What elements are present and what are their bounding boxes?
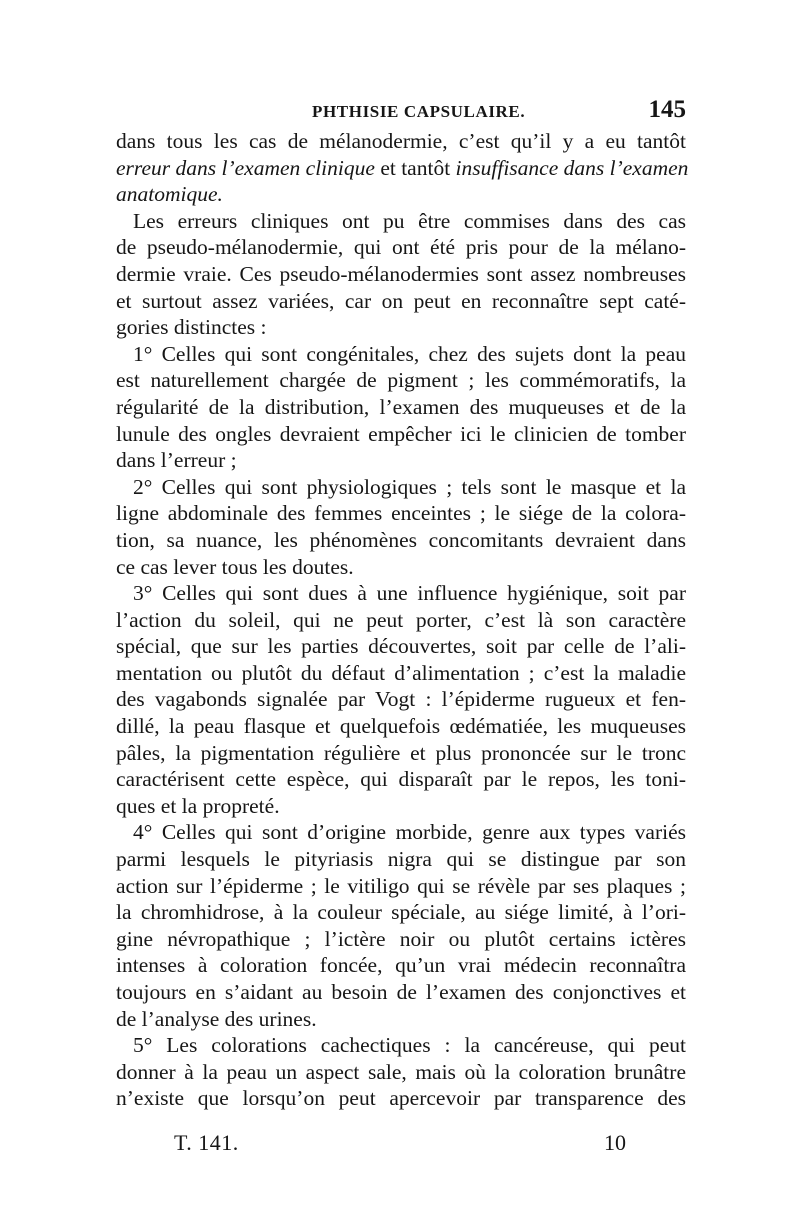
- paragraph-first-line: 2° Celles qui sont physiologiques ; tels sont le masque et la: [133, 474, 686, 499]
- text-line: gories distinctes :: [116, 315, 267, 340]
- paragraph-first-line: 1° Celles qui sont congénitales, chez des sujets dont la peau: [133, 341, 686, 366]
- text-line: de l’analyse des urines.: [116, 1006, 317, 1031]
- text-line: pâles, la pigmentation régulière et plus prononcée sur le tronc: [116, 740, 686, 765]
- text-line: [116, 155, 689, 182]
- text-line: donner à la peau un aspect sale, mais où la coloration brunâtre: [116, 1059, 686, 1084]
- text-line: caractérisent cette espèce, qui disparaît par le repos, les toni-: [116, 767, 686, 792]
- text-line: ce cas lever tous les doutes.: [116, 554, 354, 579]
- paragraph-first-line: 5° Les colorations cachectiques : la cancéreuse, qui peut: [133, 1033, 686, 1058]
- italic-phrase: insuffisance dans l’examen: [455, 155, 689, 180]
- text-line: action sur l’épiderme ; le vitiligo qui se révèle par ses plaques ;: [116, 873, 686, 898]
- text-span: et tantôt: [374, 155, 456, 180]
- text-line: parmi lesquels le pityriasis nigra qui se distingue par son: [116, 847, 686, 872]
- text-line: ques et la propreté.: [116, 793, 280, 818]
- text-line: dillé, la peau flasque et quelquefois œdématiée, les muqueuses: [116, 714, 686, 739]
- text-line: anatomique.: [116, 182, 223, 207]
- italic-phrase: erreur dans l’examen clinique: [116, 155, 375, 180]
- text-line: dans tous les cas de mélanodermie, c’est qu’il y a eu tantôt: [116, 129, 686, 153]
- paragraph-first-line: 3° Celles qui sont dues à une influence hygiénique, soit par: [133, 581, 686, 606]
- text-line: lunule des ongles devraient empêcher ici le clinicien de tomber: [116, 421, 686, 446]
- running-title: PHTHISIE CAPSULAIRE.: [312, 102, 526, 121]
- text-line: intenses à coloration foncée, qu’un vrai médecin reconnaîtra: [116, 953, 686, 978]
- text-line: toujours en s’aidant au besoin de l’examen des conjonctives et: [116, 980, 686, 1004]
- paragraph-first-line: Les erreurs cliniques ont pu être commises dans des cas: [133, 208, 686, 233]
- paragraph-first-line: 4° Celles qui sont d’origine morbide, genre aux types variés: [133, 820, 686, 845]
- text-line: l’action du soleil, qui ne peut porter, c’est là son caractère: [116, 607, 686, 632]
- text-line: mentation ou plutôt du défaut d’alimentation ; c’est la maladie: [116, 660, 686, 685]
- running-head: [116, 96, 686, 126]
- text-line: de pseudo-mélanodermie, qui ont été pris pour de la mélano-: [116, 235, 686, 260]
- page-footer: [116, 1130, 686, 1160]
- text-line: dermie vraie. Ces pseudo-mélanodermies sont assez nombreuses: [116, 261, 686, 286]
- text-line: est naturellement chargée de pigment ; les commémoratifs, la: [116, 368, 686, 393]
- text-line: la chromhidrose, à la couleur spéciale, au siége limité, à l’ori-: [116, 900, 686, 925]
- text-line: des vagabonds signalée par Vogt : l’épiderme rugueux et fen-: [116, 687, 686, 712]
- text-line: régularité de la distribution, l’examen des muqueuses et de la: [116, 394, 686, 419]
- sheet-number: 10: [604, 1130, 626, 1155]
- text-line: spécial, que sur les parties découvertes, soit par celle de l’ali-: [116, 634, 686, 659]
- text-line: dans l’erreur ;: [116, 448, 237, 473]
- body-text: [116, 128, 689, 1112]
- text-line: tion, sa nuance, les phénomènes concomitants devraient dans: [116, 527, 686, 552]
- signature-mark: T. 141.: [174, 1130, 239, 1155]
- text-line: n’existe que lorsqu’on peut apercevoir par transparence des: [116, 1086, 686, 1111]
- text-line: ligne abdominale des femmes enceintes ; le siége de la colora-: [116, 501, 686, 526]
- text-line: gine névropathique ; l’ictère noir ou plutôt certains ictères: [116, 926, 686, 951]
- text-line: et surtout assez variées, car on peut en reconnaître sept caté-: [116, 288, 686, 313]
- page-number: 145: [648, 96, 686, 123]
